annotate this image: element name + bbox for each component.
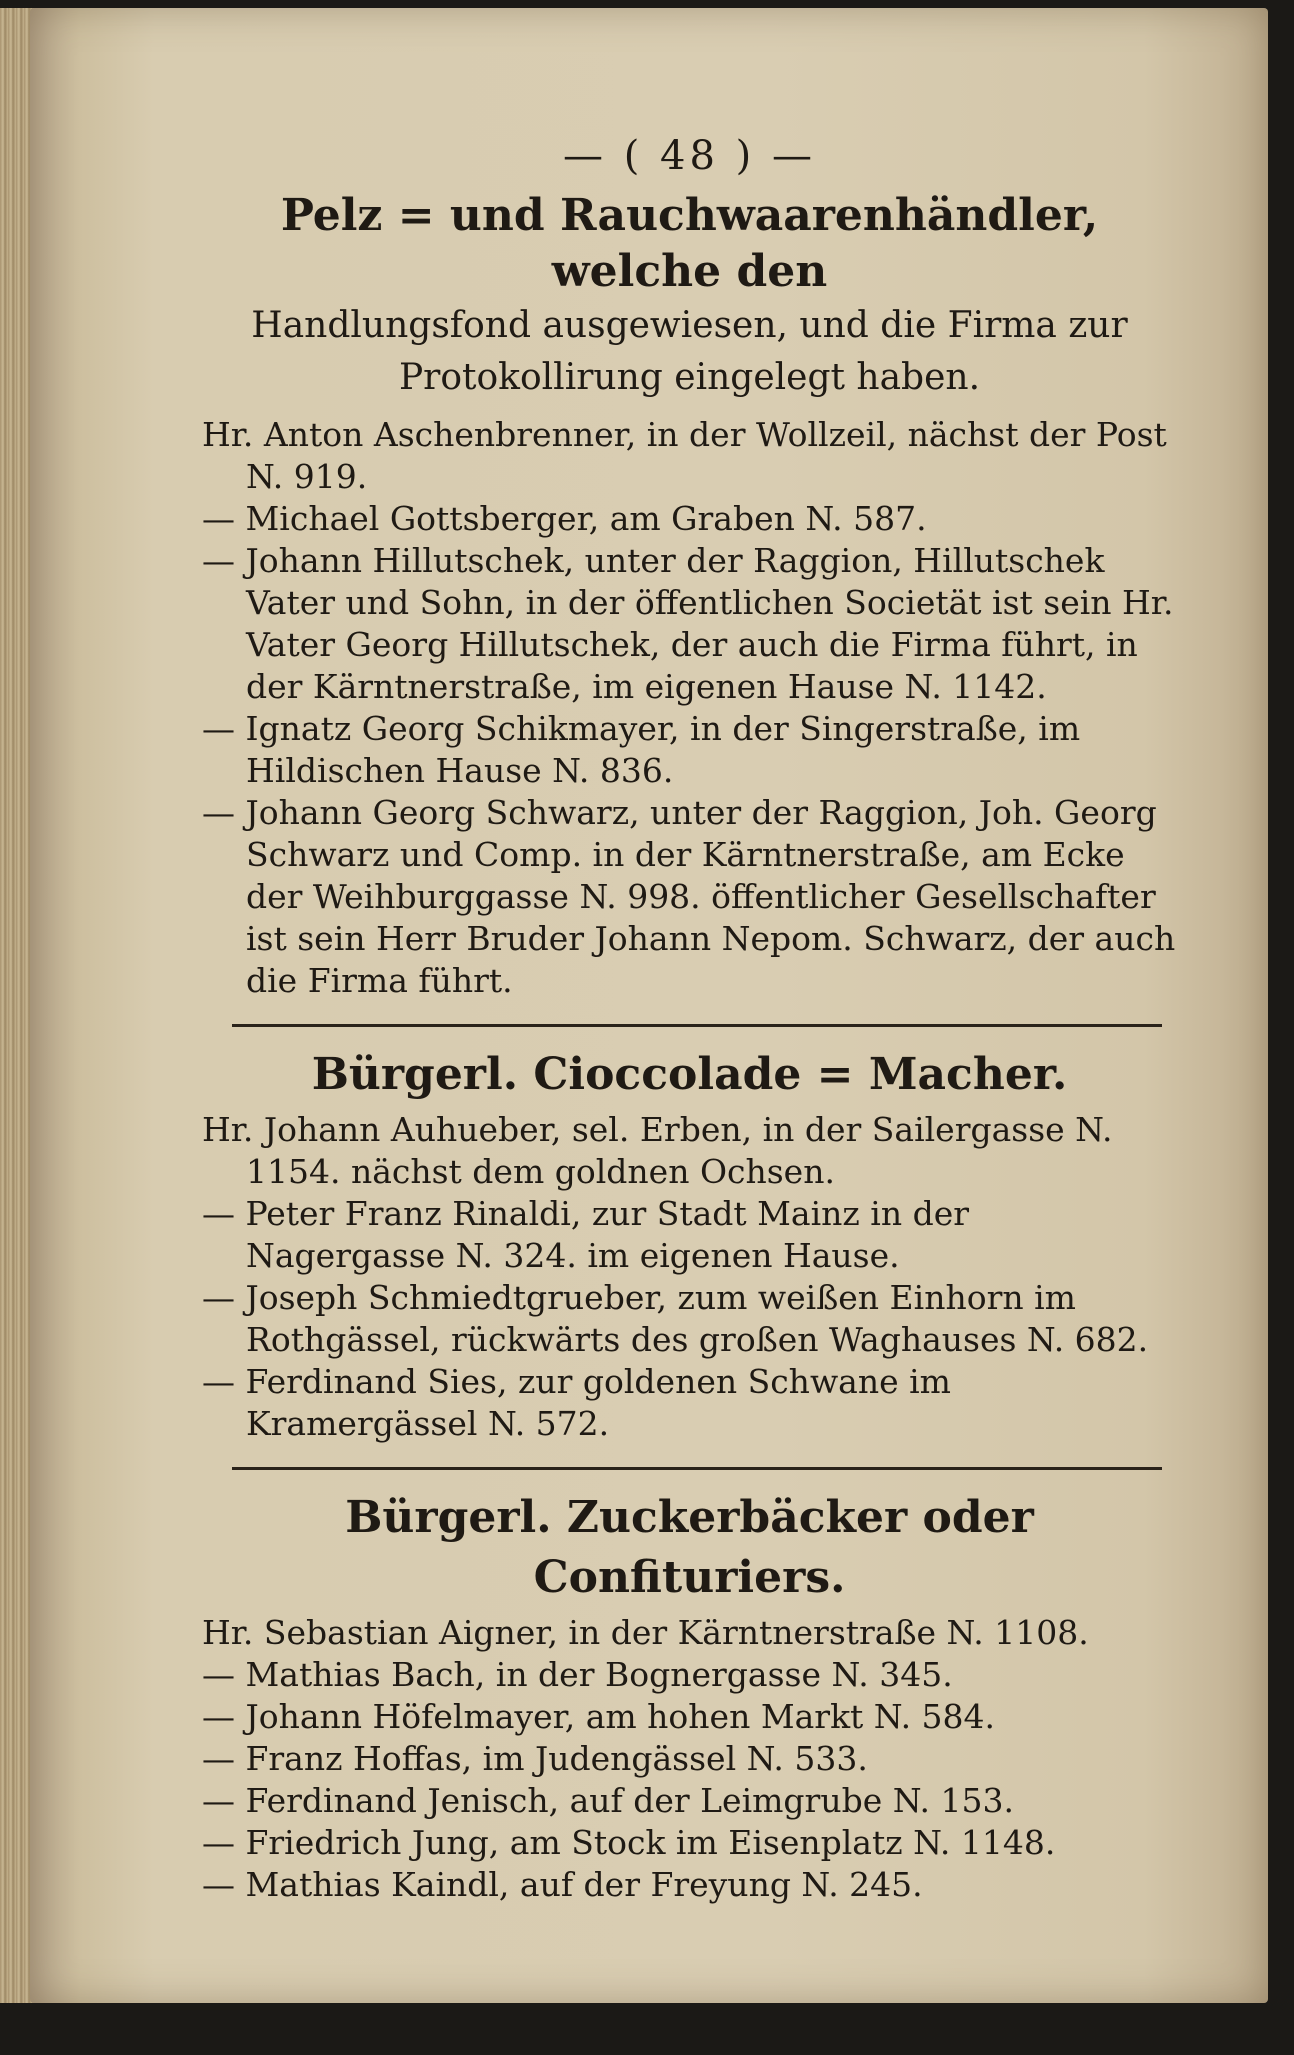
list-item: — Ferdinand Jenisch, auf der Leimgrube N. 153.	[202, 1781, 1014, 1820]
list-item: — Johann Georg Schwarz, unter der Raggion, Joh. Georg Schwarz und Comp. in der Kärntnerstraße, am Ecke der Weihburggasse N. 998. öffentlicher Gesellschafter ist sein Herr Bruder Johann Nepom. Schwarz, der auch die Firma führt.	[202, 793, 1176, 1000]
list-item: — Friedrich Jung, am Stock im Eisenplatz N. 1148.	[202, 1823, 1056, 1862]
section-heading-line-3: Protokollirung eingelegt haben.	[398, 357, 981, 398]
section-heading-line-2: Handlungsfond ausgewiesen, und die Firma zur	[251, 305, 1128, 346]
list-item: Hr. Sebastian Aigner, in der Kärntnerstraße N. 1108.	[202, 1613, 1089, 1652]
list-item: — Joseph Schmiedtgrueber, zum weißen Einhorn im Rothgässel, rückwärts des großen Waghauses N. 682.	[202, 1278, 1149, 1359]
section-pelz	[202, 188, 1177, 1002]
list-item: — Johann Höfelmayer, am hohen Markt N. 584.	[202, 1697, 996, 1736]
section-zuckerbaecker	[202, 1488, 1177, 1906]
section-divider	[232, 1467, 1162, 1470]
list-item: Hr. Johann Auhueber, sel. Erben, in der Sailergasse N. 1154. nächst dem goldnen Ochsen.	[202, 1110, 1113, 1191]
section-heading: Bürgerl. Zuckerbäcker oder Confituriers.	[345, 1492, 1034, 1603]
list-item: — Mathias Kaindl, auf der Freyung N. 245.	[202, 1865, 923, 1904]
section-heading-line-1: Pelz = und Rauchwaarenhändler, welche den	[280, 190, 1099, 297]
page-content	[202, 128, 1177, 1906]
list-item: — Michael Gottsberger, am Graben N. 587.	[202, 499, 927, 538]
section-heading: Bürgerl. Cioccolade = Macher.	[311, 1049, 1068, 1100]
list-item: — Franz Hoffas, im Judengässel N. 533.	[202, 1739, 868, 1778]
page-number: — ( 48 ) —	[563, 133, 816, 179]
book-page	[30, 8, 1268, 2003]
list-item: — Johann Hillutschek, unter der Raggion, Hillutschek Vater und Sohn, in der öffentlichen Societät ist sein Hr. Vater Georg Hillutschek, der auch die Firma führt, in der Kärntnerstraße, im eigenen Hause N. 1142.	[202, 541, 1174, 706]
list-item: — Ferdinand Sies, zur goldenen Schwane im Kramergässel N. 572.	[202, 1362, 951, 1443]
list-item: — Ignatz Georg Schikmayer, in der Singerstraße, im Hildischen Hause N. 836.	[202, 709, 1081, 790]
list-item: — Mathias Bach, in der Bognergasse N. 345.	[202, 1655, 953, 1694]
section-cioccolade	[202, 1045, 1177, 1445]
list-item: — Peter Franz Rinaldi, zur Stadt Mainz in der Nagergasse N. 324. im eigenen Hause.	[202, 1194, 970, 1275]
list-item: Hr. Anton Aschenbrenner, in der Wollzeil, nächst der Post N. 919.	[202, 415, 1167, 496]
section-divider	[232, 1024, 1162, 1027]
book-spine-edge	[0, 8, 34, 2003]
